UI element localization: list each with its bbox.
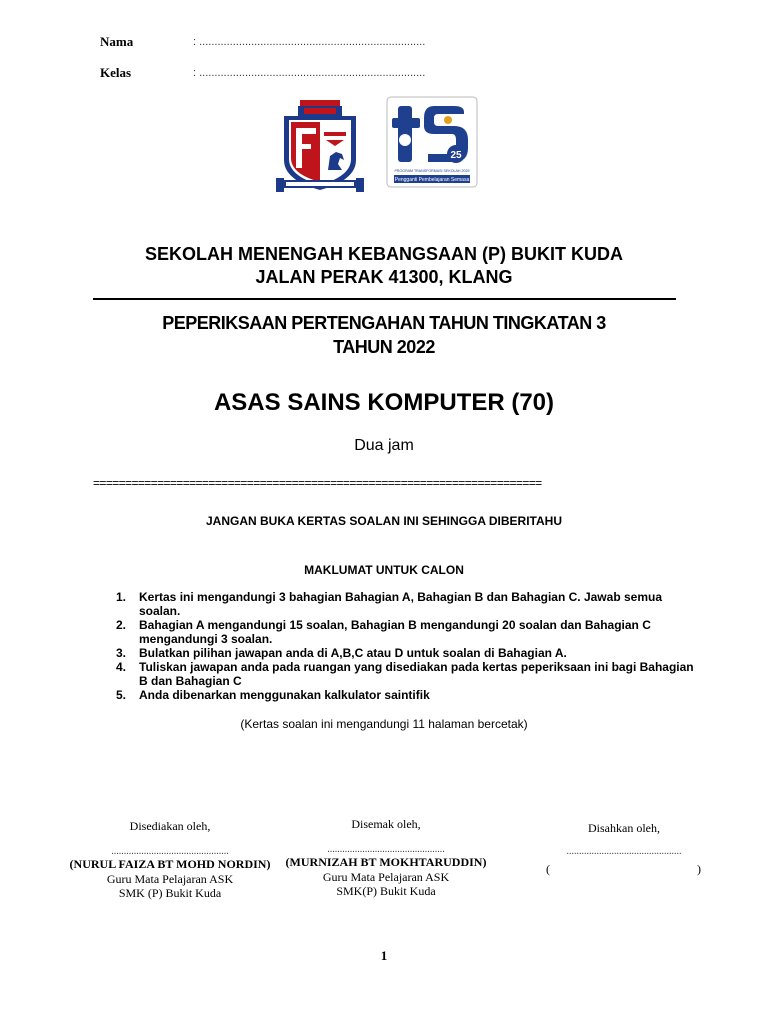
checked-signature-line: ............................................... bbox=[327, 844, 445, 855]
exam-title: PEPERIKSAAN PERTENGAHAN TAHUN TINGKATAN 3 bbox=[162, 313, 606, 333]
header-rule bbox=[93, 298, 676, 300]
ts25-caption1: PROGRAM TRANSFORMASI SEKOLAH 2025 bbox=[394, 169, 470, 173]
signature-approved bbox=[524, 821, 724, 857]
instruction-item bbox=[116, 660, 696, 688]
instruction-text: Kertas ini mengandungi 3 bahagian Bahagian A, Bahagian B dan Bahagian C. Jawab semua soalan. bbox=[139, 590, 663, 618]
approved-close-paren: ) bbox=[697, 862, 701, 876]
nama-label: Nama bbox=[100, 34, 134, 49]
ts25-logo bbox=[386, 96, 478, 188]
pages-note: (Kertas soalan ini mengandungi 11 halaman bercetak) bbox=[240, 717, 528, 731]
checked-name: (MURNIZAH BT MOKHTARUDDIN) bbox=[285, 855, 487, 869]
exam-duration: Dua jam bbox=[354, 437, 414, 454]
school-address: JALAN PERAK 41300, KLANG bbox=[255, 267, 513, 287]
prepared-label: Disediakan oleh, bbox=[129, 819, 211, 833]
kelas-label: Kelas bbox=[100, 65, 132, 80]
instruction-item bbox=[116, 646, 696, 660]
checked-role: Guru Mata Pelajaran ASK bbox=[322, 870, 450, 884]
instruction-number: 4. bbox=[116, 660, 127, 674]
ts25-caption2: Pengganti Pembelajaran Semasa bbox=[394, 177, 470, 183]
approved-open-paren: ( bbox=[546, 862, 550, 876]
instruction-item bbox=[116, 590, 696, 618]
approved-label: Disahkan oleh, bbox=[588, 821, 660, 835]
exam-year: TAHUN 2022 bbox=[333, 337, 435, 357]
school-name: SEKOLAH MENENGAH KEBANGSAAN (P) BUKIT KUDA bbox=[144, 244, 623, 264]
instruction-text: Tuliskan jawapan anda pada ruangan yang disediakan pada kertas peperiksaan ini bagi Bahagian B dan Bahagian C bbox=[139, 660, 694, 688]
instructions-list bbox=[116, 590, 696, 702]
checked-label: Disemak oleh, bbox=[351, 817, 421, 831]
ts25-badge: 25 bbox=[450, 150, 462, 161]
instruction-number: 5. bbox=[116, 688, 127, 702]
instruction-text: Bulatkan pilihan jawapan anda di A,B,C atau D untuk soalan di Bahagian A. bbox=[139, 646, 567, 660]
nama-field: : .......................................................................... bbox=[193, 36, 426, 48]
prepared-signature-line: ............................................... bbox=[111, 846, 229, 857]
do-not-open-warning: JANGAN BUKA KERTAS SOALAN INI SEHINGGA DIBERITAHU bbox=[205, 514, 562, 528]
instruction-item bbox=[116, 688, 696, 702]
approved-signature-line: .............................................. bbox=[566, 846, 682, 857]
candidate-info-heading: MAKLUMAT UNTUK CALON bbox=[304, 563, 464, 577]
kelas-field: : .......................................................................... bbox=[193, 67, 426, 79]
prepared-school: SMK (P) Bukit Kuda bbox=[118, 886, 222, 900]
checked-school: SMK(P) Bukit Kuda bbox=[336, 884, 436, 898]
equals-divider: ====================================================================== bbox=[93, 476, 542, 490]
instruction-text: Anda dibenarkan menggunakan kalkulator saintifik bbox=[139, 688, 430, 702]
instruction-item bbox=[116, 618, 696, 646]
instruction-number: 1. bbox=[116, 590, 127, 604]
prepared-role: Guru Mata Pelajaran ASK bbox=[106, 872, 234, 886]
instruction-number: 3. bbox=[116, 646, 127, 660]
school-crest-logo bbox=[276, 98, 364, 196]
page-number: 1 bbox=[380, 948, 388, 963]
instruction-text: Bahagian A mengandungi 15 soalan, Bahagian B mengandungi 20 soalan dan Bahagian C mengandungi 3 soalan. bbox=[139, 618, 651, 646]
instruction-number: 2. bbox=[116, 618, 127, 632]
subject-title: ASAS SAINS KOMPUTER (70) bbox=[213, 389, 555, 416]
prepared-name: (NURUL FAIZA BT MOHD NORDIN) bbox=[69, 857, 271, 871]
signature-checked bbox=[236, 817, 536, 898]
